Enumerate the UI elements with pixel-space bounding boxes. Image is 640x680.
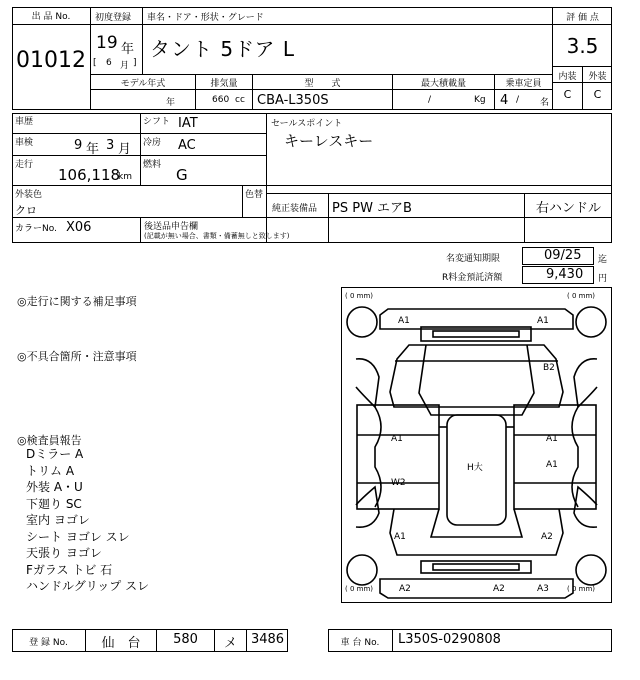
lot-label: 出 品 No.: [31, 12, 71, 22]
displacement-value: 660: [212, 95, 230, 105]
name-label: 車名・ドア・形状・グレード: [147, 13, 264, 23]
report-line: トリム A: [26, 463, 75, 478]
registration-class: 580: [173, 632, 198, 647]
equipment-value: PS PW エアB: [332, 201, 412, 216]
first-reg-year: 19: [96, 33, 118, 53]
mark-left-rear-door: W2: [391, 478, 406, 488]
displacement-unit: cc: [235, 95, 245, 105]
interior-grade: C: [563, 88, 572, 101]
first-reg-label: 初度登録: [95, 13, 132, 23]
report-line: 外装 A・U: [26, 480, 83, 494]
mark-front-fender-right: B2: [543, 363, 555, 373]
report-line: ハンドルグリップ スレ: [26, 579, 150, 593]
car-diagram: [341, 287, 612, 603]
chassis-number: L350S-0290808: [398, 632, 501, 647]
inspection-label: 車検: [15, 138, 34, 148]
type-label: 型 式: [304, 79, 341, 89]
fuel-label: 燃料: [143, 160, 162, 170]
tire-depth-front-left: ( 0 mm): [345, 292, 374, 300]
type-value: CBA-L350S: [257, 93, 329, 108]
shift-label: シフト: [143, 117, 171, 127]
color-no-label: カラーNo.: [15, 224, 57, 234]
chassis-label: 車 台 No.: [340, 638, 380, 648]
transfer-deadline-label: 名変通知期限: [446, 254, 501, 264]
mileage-value: 106,118: [58, 166, 121, 184]
exterior-grade: C: [593, 88, 602, 101]
grade-value: 3.5: [566, 34, 599, 58]
color-no-value: X06: [66, 220, 92, 235]
lot-number: 01012: [16, 48, 86, 73]
mark-rear-right: A3: [537, 584, 549, 594]
mark-right-rear-door: A1: [546, 460, 558, 470]
registration-kana: メ: [223, 636, 237, 651]
exterior-label: 外装: [588, 72, 607, 82]
ac-label: 冷房: [143, 138, 162, 148]
tire-depth-rear-right: ( 0 mm): [567, 585, 596, 593]
history-label: 車歴: [15, 117, 34, 127]
inspector-heading: ◎検査員報告: [17, 434, 82, 447]
year-unit: 年: [121, 42, 135, 57]
tire-depth-front-right: ( 0 mm): [567, 292, 596, 300]
mark-right-front-door: A1: [546, 434, 558, 444]
equipment-label: 純正装備品: [272, 204, 318, 214]
registration-area: 仙 台: [101, 636, 141, 651]
report-line: 室内 ヨゴレ: [26, 513, 90, 527]
inspector-report-list: [26, 446, 149, 595]
inspection-month: 3: [106, 138, 115, 153]
recycle-label: R料金預託済額: [442, 273, 503, 283]
transfer-deadline-unit: 迄: [598, 255, 608, 265]
recycle-unit: 円: [598, 274, 608, 284]
mileage-label: 走行: [15, 160, 34, 170]
max-load-value: /: [428, 95, 432, 105]
inspection-month-unit: 月: [118, 142, 132, 157]
model-year-unit: 年: [166, 98, 176, 108]
report-line: 天張り ヨゴレ: [26, 546, 102, 560]
transfer-deadline-value: 09/25: [544, 248, 582, 263]
color-label: 外装色: [15, 190, 43, 200]
inspection-year: 9: [74, 138, 83, 153]
recycle-value: 9,430: [546, 267, 584, 282]
displacement-label: 排気量: [210, 79, 238, 89]
first-reg-month: 6: [106, 58, 112, 68]
max-load-unit: Kg: [474, 95, 486, 105]
repaint-label: 色替: [245, 190, 264, 200]
grade-label: 評 価 点: [566, 13, 599, 23]
registration-label: 登 録 No.: [29, 638, 68, 648]
inspection-year-unit: 年: [86, 142, 100, 157]
sales-point-label: セールスポイント: [271, 119, 343, 129]
aftermarket-label: 後送品申告欄: [144, 222, 199, 232]
sales-point-value: キーレスキー: [284, 132, 374, 150]
mark-left-rear-quarter: A1: [394, 532, 406, 542]
mark-left-front-door: A1: [391, 434, 403, 444]
color-value: クロ: [15, 204, 37, 217]
mark-roof: H大: [467, 463, 483, 473]
shift-value: IAT: [178, 116, 198, 131]
mileage-unit: km: [118, 172, 132, 182]
capacity-label: 乗車定員: [505, 79, 542, 89]
mark-front-left: A1: [398, 316, 410, 326]
report-line: Fガラス トビ 石: [26, 562, 113, 577]
capacity-unit: 名: [540, 98, 550, 108]
ac-value: AC: [178, 138, 196, 153]
report-line: シート ヨゴレ スレ: [26, 529, 130, 544]
fuel-value: G: [176, 166, 188, 184]
aftermarket-note: (記載が無い場合、書類・備蓄無しと致します): [144, 232, 290, 240]
driving-notes-heading: ◎走行に関する補足事項: [17, 295, 137, 308]
mark-front-right: A1: [537, 316, 549, 326]
interior-label: 内装: [558, 72, 577, 82]
capacity-value: 4: [500, 93, 509, 108]
month-unit: 月: [120, 61, 130, 71]
steering-value: 右ハンドル: [535, 201, 601, 216]
report-line: 下廻り SC: [26, 496, 82, 511]
mark-rear-center: A2: [493, 584, 505, 594]
mark-right-rear-quarter: A2: [541, 532, 553, 542]
vehicle-name: タント 5ドア L: [150, 37, 295, 61]
defects-heading: ◎不具合箇所・注意事項: [17, 350, 137, 363]
tire-depth-rear-left: ( 0 mm): [345, 585, 374, 593]
max-load-label: 最大積載量: [420, 79, 466, 89]
mark-rear-left: A2: [399, 584, 411, 594]
report-line: Dミラー A: [26, 447, 84, 461]
capacity-sep: /: [516, 95, 520, 105]
registration-number: 3486: [250, 632, 285, 647]
model-year-label: モデル年式: [120, 79, 166, 89]
